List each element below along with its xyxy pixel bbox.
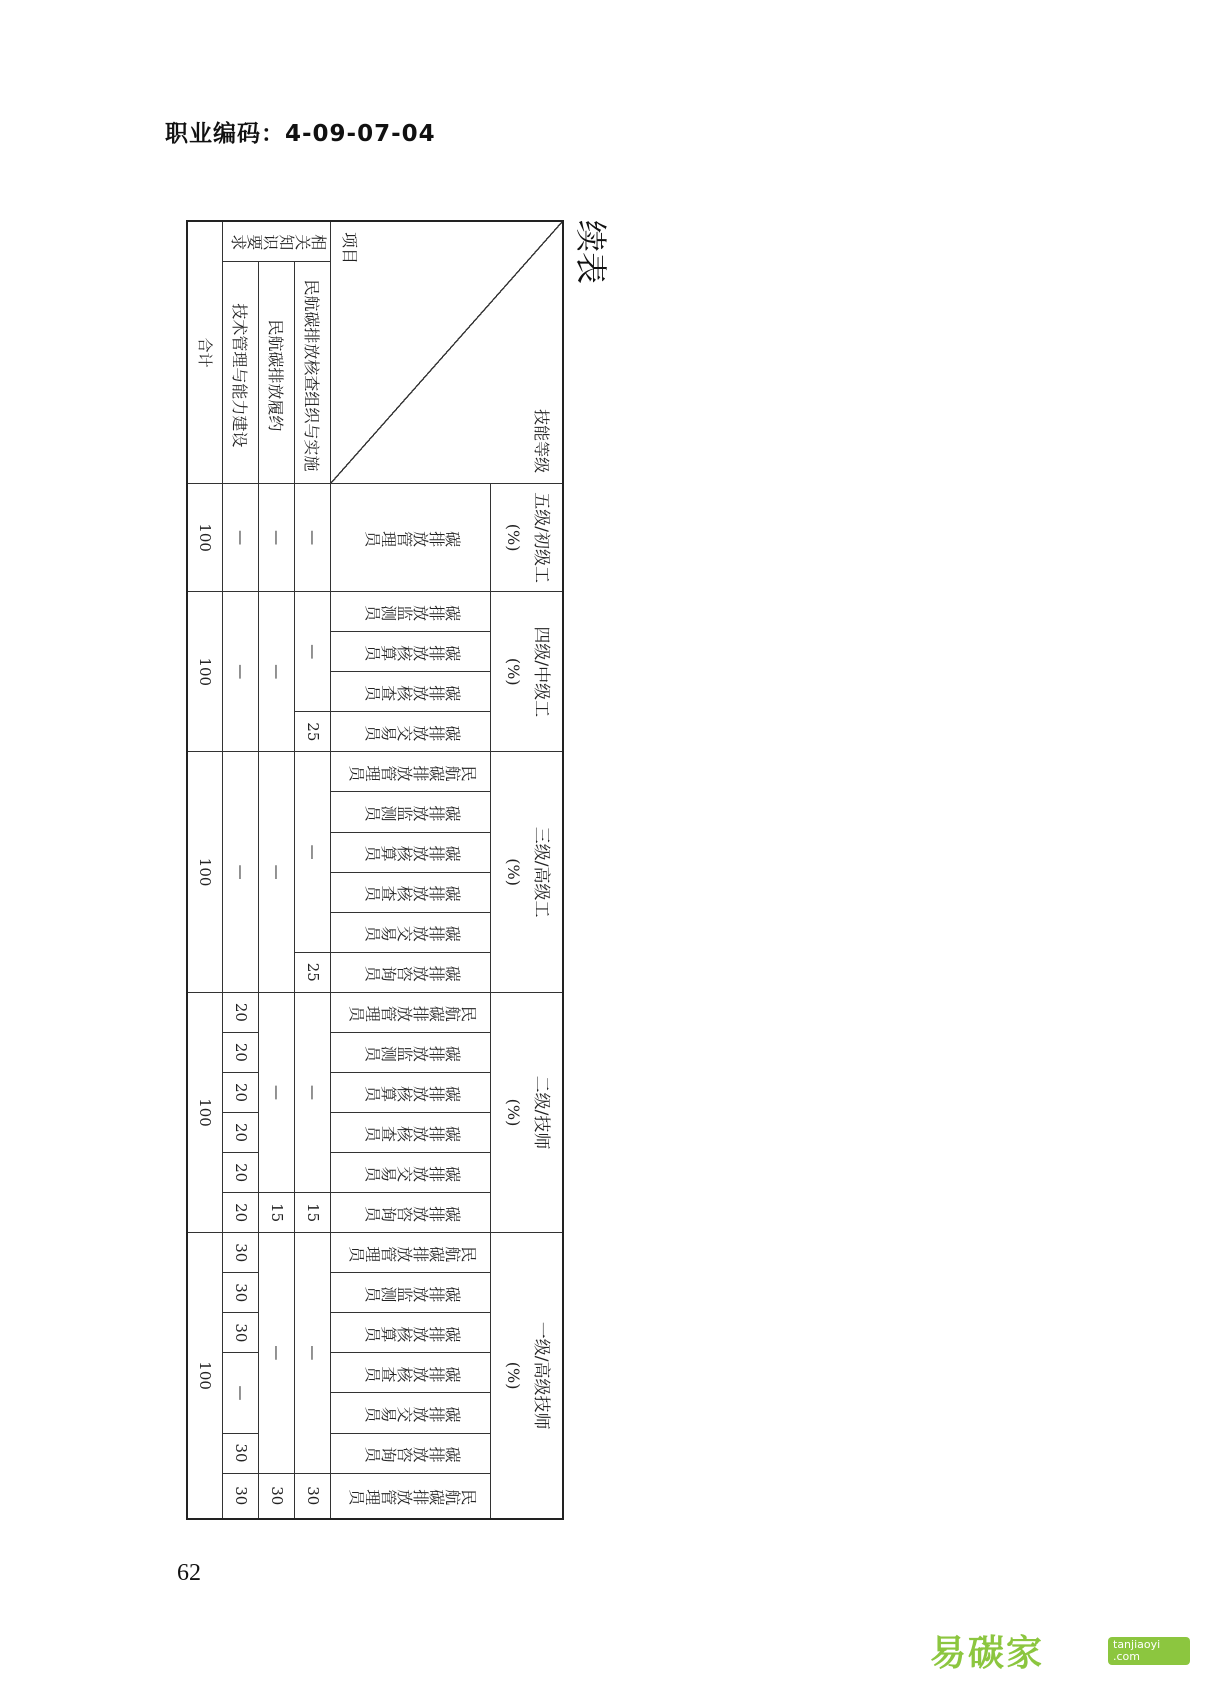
corner-header <box>331 221 563 484</box>
role-header: 碳排放交易员 <box>331 712 491 752</box>
total-value: 100 <box>187 1233 223 1519</box>
value-cell: 30 <box>223 1433 259 1473</box>
role-header: 碳排放核算员 <box>331 632 491 672</box>
row-label: 技术管理与能力建设 <box>223 261 259 484</box>
role-header: 碳排放监测员 <box>331 792 491 832</box>
role-header: 碳排放咨询员 <box>331 1193 491 1233</box>
section-label: 相关知识要求 <box>223 221 331 261</box>
role-header: 碳排放核查员 <box>331 1353 491 1393</box>
watermark-domain: tanjiaoyi .com <box>1108 1637 1190 1665</box>
value-cell: — <box>295 992 331 1192</box>
row-label: 民航碳排放核查组织与实施 <box>295 261 331 484</box>
value-cell: — <box>295 1233 331 1473</box>
total-value: 100 <box>187 484 223 592</box>
role-header: 碳排放管理员 <box>331 484 491 592</box>
value-cell: 30 <box>223 1473 259 1519</box>
role-header: 碳排放监测员 <box>331 592 491 632</box>
value-cell: 30 <box>259 1473 295 1519</box>
rotated-table-stage <box>195 220 616 1520</box>
role-header: 民航碳排放管理员 <box>331 1473 491 1519</box>
level-2-header: 二级/技师 (%) <box>491 992 563 1232</box>
role-header: 碳排放核查员 <box>331 672 491 712</box>
value-cell: 20 <box>223 1032 259 1072</box>
role-header: 碳排放监测员 <box>331 1273 491 1313</box>
value-cell: — <box>259 592 295 752</box>
value-cell: — <box>223 1353 259 1433</box>
value-cell: — <box>295 752 331 952</box>
role-header: 碳排放咨询员 <box>331 952 491 992</box>
role-header: 民航碳排放管理员 <box>331 752 491 792</box>
value-cell: 30 <box>223 1233 259 1273</box>
role-header: 碳排放核算员 <box>331 1072 491 1112</box>
value-cell: — <box>259 992 295 1192</box>
continued-label: 续表 <box>572 220 610 285</box>
level-5-header: 五级/初级工 (%) <box>491 484 563 592</box>
role-header: 民航碳排放管理员 <box>331 1233 491 1273</box>
value-cell: — <box>259 752 295 992</box>
value-cell: — <box>223 484 259 592</box>
value-cell: 30 <box>223 1273 259 1313</box>
total-value: 100 <box>187 592 223 752</box>
skill-weight-table <box>186 220 564 1520</box>
role-header: 碳排放交易员 <box>331 912 491 952</box>
value-cell: 30 <box>223 1313 259 1353</box>
role-header: 民航碳排放管理员 <box>331 992 491 1032</box>
corner-item: 项目 <box>340 232 360 265</box>
value-cell: — <box>295 592 331 712</box>
page-number: 62 <box>177 1560 201 1586</box>
value-cell: — <box>259 484 295 592</box>
value-cell: 20 <box>223 992 259 1032</box>
total-value: 100 <box>187 752 223 992</box>
value-cell: 30 <box>295 1473 331 1519</box>
value-cell: 25 <box>295 712 331 752</box>
role-header: 碳排放核查员 <box>331 1113 491 1153</box>
role-header: 碳排放交易员 <box>331 1153 491 1193</box>
role-header: 碳排放交易员 <box>331 1393 491 1433</box>
role-header: 碳排放核查员 <box>331 872 491 912</box>
value-cell: — <box>223 752 259 992</box>
level-1-header: 一级/高级技师 (%) <box>491 1233 563 1519</box>
value-cell: 15 <box>259 1193 295 1233</box>
value-cell: 20 <box>223 1072 259 1112</box>
value-cell: 20 <box>223 1113 259 1153</box>
role-header: 碳排放核算员 <box>331 832 491 872</box>
total-label: 合计 <box>187 221 223 484</box>
watermark-logo <box>930 1625 1190 1685</box>
level-3-header: 三级/高级工 (%) <box>491 752 563 992</box>
watermark-brand: 易碳家 <box>930 1633 1045 1674</box>
role-header: 碳排放监测员 <box>331 1032 491 1072</box>
role-header: 碳排放咨询员 <box>331 1433 491 1473</box>
value-cell: — <box>259 1233 295 1473</box>
value-cell: — <box>223 592 259 752</box>
level-4-header: 四级/中级工 (%) <box>491 592 563 752</box>
corner-skill-level: 技能等级 <box>532 409 551 474</box>
row-label: 民航碳排放履约 <box>259 261 295 484</box>
role-header: 碳排放核算员 <box>331 1313 491 1353</box>
value-cell: 15 <box>295 1193 331 1233</box>
value-cell: 20 <box>223 1193 259 1233</box>
value-cell: 20 <box>223 1153 259 1193</box>
value-cell: — <box>295 484 331 592</box>
value-cell: 25 <box>295 952 331 992</box>
total-value: 100 <box>187 992 223 1232</box>
occupation-code: 职业编码：4-09-07-04 <box>165 121 436 147</box>
